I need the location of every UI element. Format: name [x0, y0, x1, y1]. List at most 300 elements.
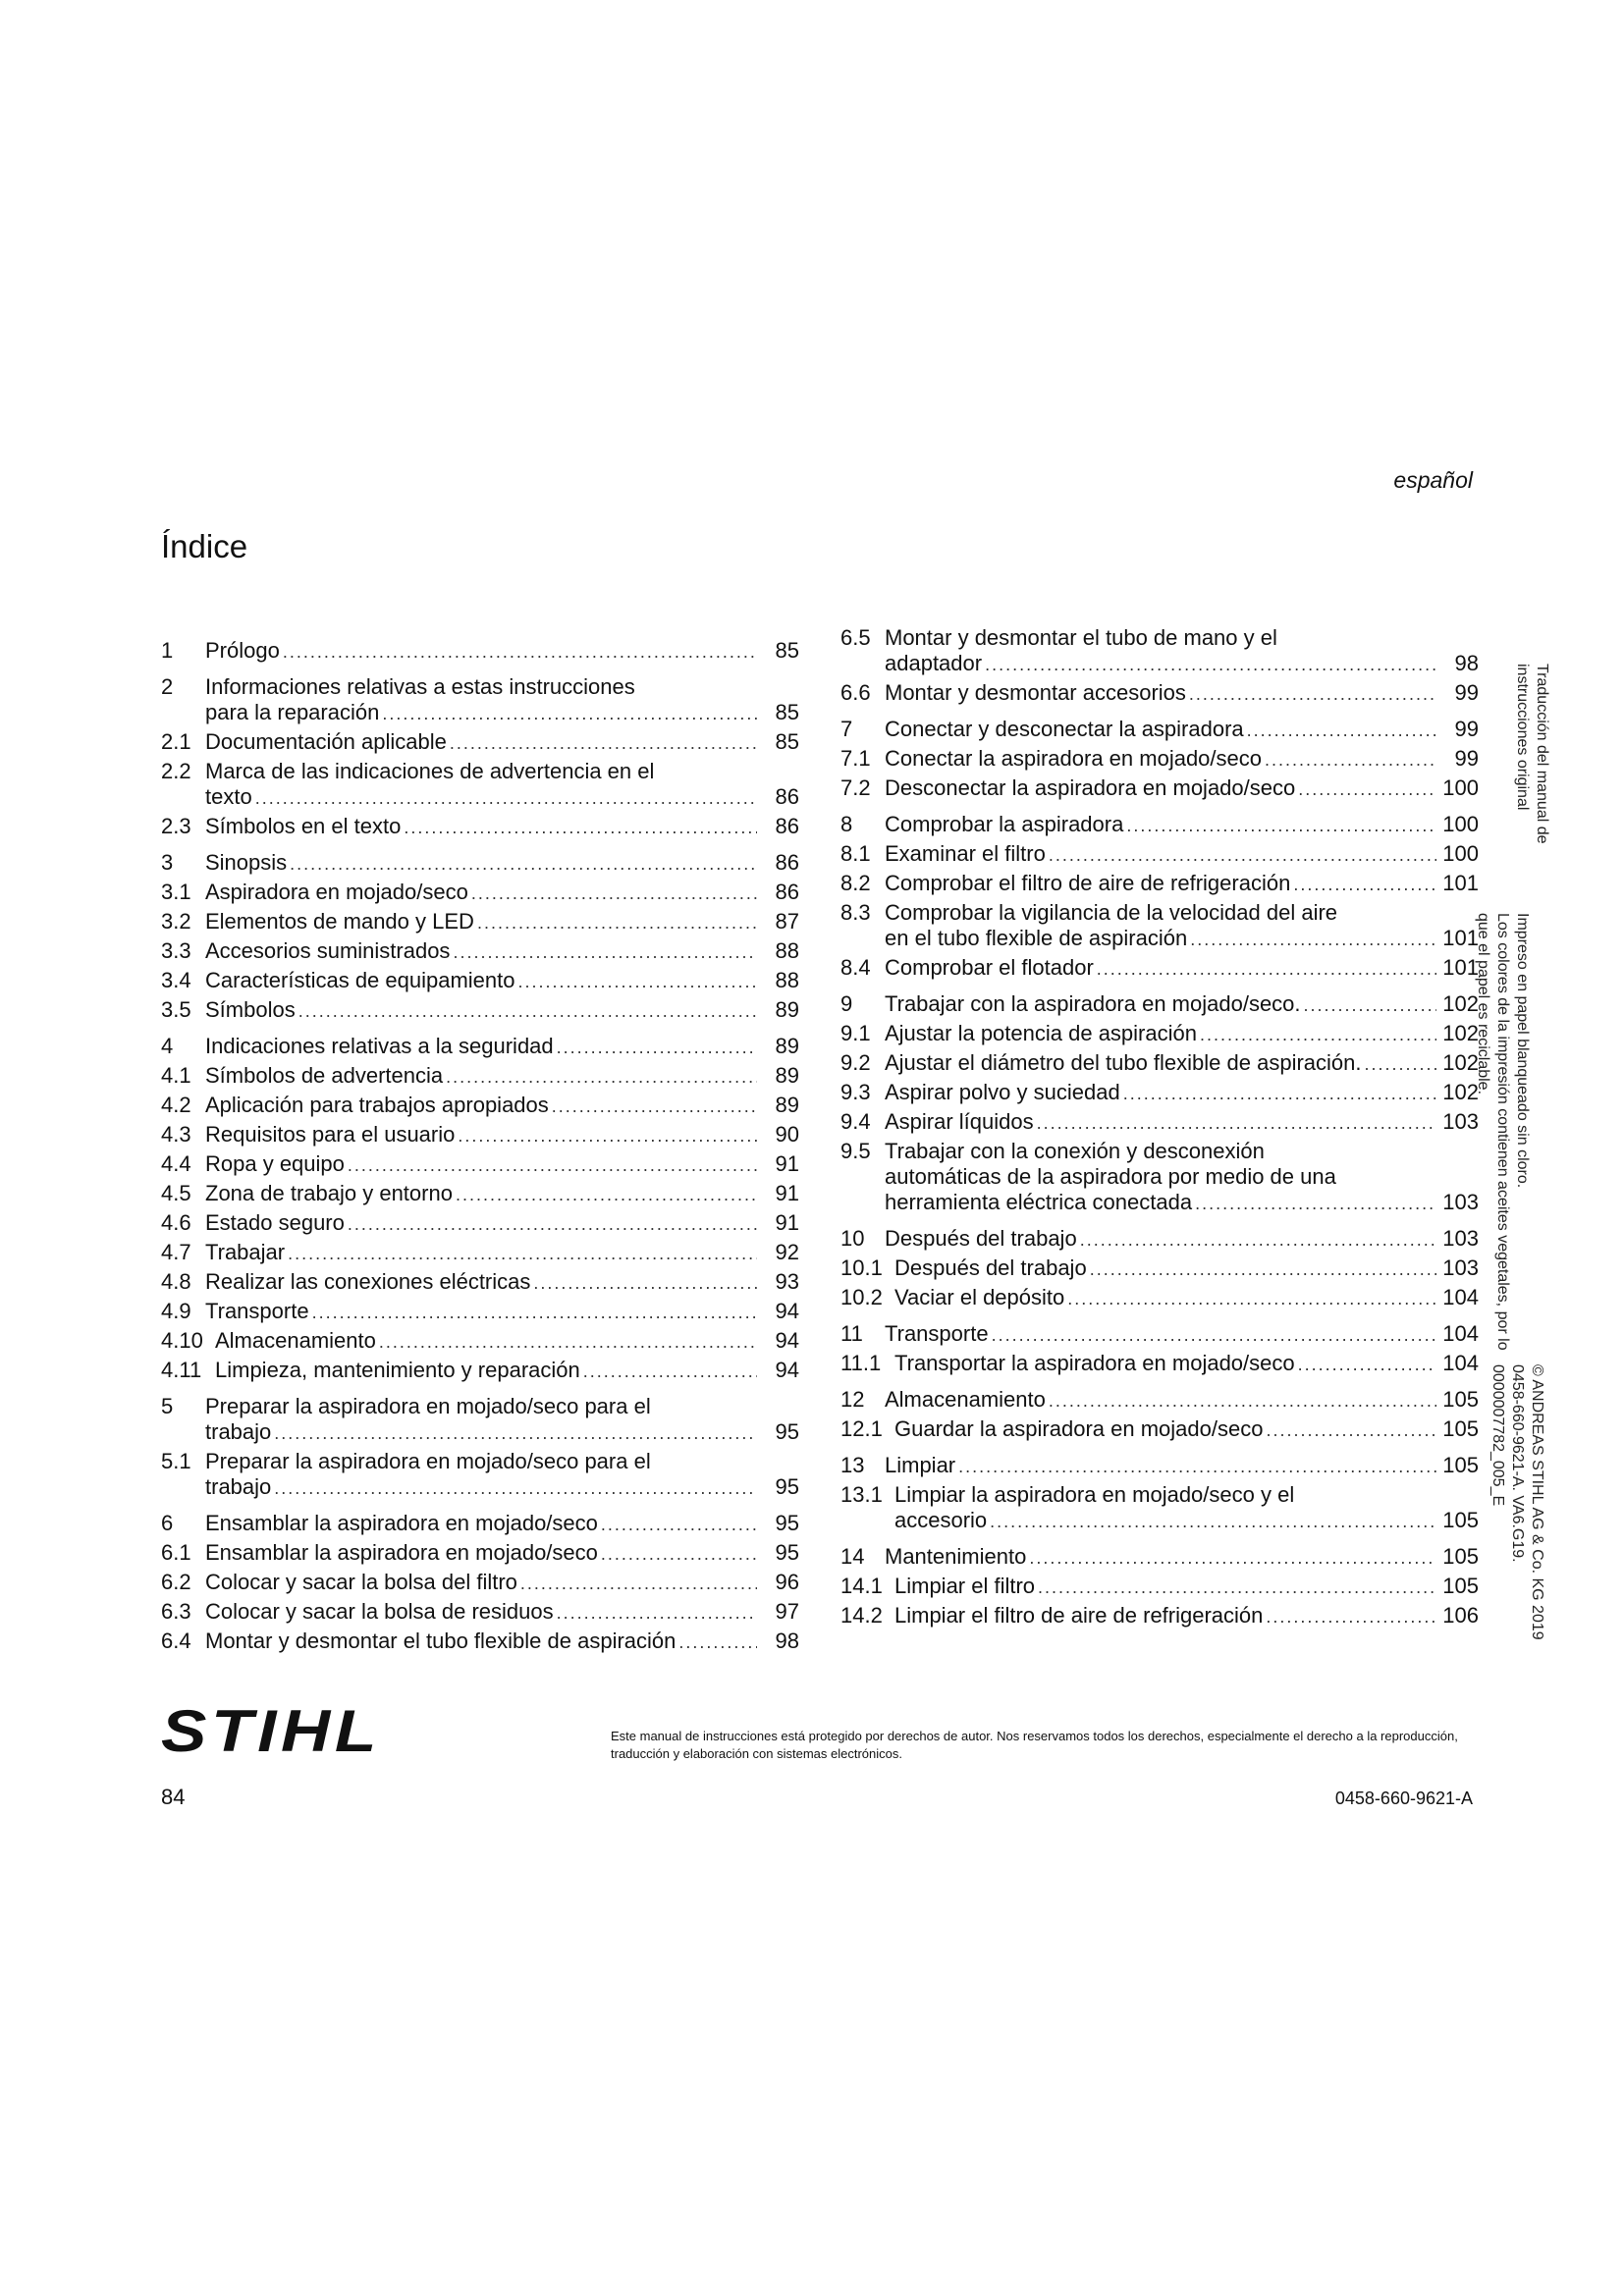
toc-chapter [840, 1544, 1479, 1571]
toc-page: 88 [775, 968, 799, 992]
toc-title: Preparar la aspiradora en mojado/seco para el [205, 1394, 651, 1418]
toc-chapter [840, 991, 1479, 1018]
dot-leader [1049, 1388, 1436, 1414]
dot-leader [1265, 747, 1436, 773]
toc-title: Desconectar la aspiradora en mojado/seco [885, 775, 1296, 800]
toc-title: Preparar la aspiradora en mojado/seco para el [205, 1449, 651, 1473]
toc-entry [161, 1299, 799, 1325]
dot-leader [379, 1329, 757, 1355]
dot-leader [990, 1509, 1436, 1534]
dot-leader [290, 851, 757, 877]
toc-number: 12.1 [840, 1416, 883, 1441]
toc-page: 90 [775, 1122, 799, 1147]
toc-number: 4.6 [161, 1210, 191, 1235]
toc-number: 8.2 [840, 871, 871, 895]
toc-title: Comprobar la aspiradora [885, 812, 1124, 836]
toc-title: Ensamblar la aspiradora en mojado/seco [205, 1540, 598, 1565]
translation-note [1512, 664, 1551, 844]
dot-leader [557, 1035, 757, 1060]
dot-leader [1067, 1286, 1436, 1311]
toc-entry [161, 909, 799, 935]
toc-page: 106 [1442, 1603, 1479, 1628]
toc-entry [161, 1210, 799, 1237]
stihl-logo [161, 1706, 383, 1757]
toc-chapter [840, 1321, 1479, 1348]
toc-number: 10.1 [840, 1255, 883, 1280]
toc-entry [161, 729, 799, 756]
toc-entry [840, 871, 1479, 897]
toc-entry [840, 1603, 1479, 1629]
toc-entry [840, 1109, 1479, 1136]
toc-number: 9.1 [840, 1021, 871, 1045]
toc-title: Montar y desmontar el tubo flexible de aspiración [205, 1629, 677, 1653]
dot-leader [1293, 872, 1436, 897]
toc-chapter [161, 1394, 799, 1446]
toc-title: trabajo [205, 1474, 272, 1499]
toc-number: 11 [840, 1321, 863, 1346]
toc-chapter [161, 850, 799, 877]
toc-page: 86 [775, 814, 799, 838]
toc-page: 100 [1442, 812, 1479, 836]
dot-leader [450, 730, 757, 756]
toc-entry [840, 1574, 1479, 1600]
toc-chapter [840, 1387, 1479, 1414]
toc-page: 100 [1442, 775, 1479, 800]
language-label: español [1393, 467, 1473, 493]
toc-title: Examinar el filtro [885, 841, 1046, 866]
dot-leader [1049, 842, 1436, 868]
dot-leader [520, 1571, 757, 1596]
toc-number: 4.9 [161, 1299, 191, 1323]
copyright-notice: Este manual de instrucciones está protegido por derechos de autor. Nos reservamos todos los derechos, especialmente el derecho a la reproducción, traducción y elaboración con sistemas electrónicos. [611, 1729, 1458, 1761]
toc-chapter [161, 1511, 799, 1537]
toc-title: Después del trabajo [894, 1255, 1087, 1280]
dot-leader [552, 1094, 757, 1119]
toc-title: Almacenamiento [885, 1387, 1046, 1412]
toc-page: 96 [775, 1570, 799, 1594]
toc-number: 4.2 [161, 1093, 191, 1117]
toc-title: Transporte [885, 1321, 989, 1346]
toc-entry [161, 997, 799, 1024]
toc-title: en el tubo flexible de aspiración [885, 926, 1188, 950]
legal-note-line: 0000007782_005_E [1489, 1364, 1506, 1507]
toc-title: Aspirar polvo y suciedad [885, 1080, 1120, 1104]
toc-page: 103 [1442, 1190, 1479, 1214]
paper-note-line: que el papel es reciclable. [1475, 913, 1491, 1095]
toc-title: Requisitos para el usuario [205, 1122, 456, 1147]
toc-entry [161, 1599, 799, 1626]
toc-title: Símbolos [205, 997, 296, 1022]
toc-title: para la reparación [205, 700, 380, 724]
toc-number: 3 [161, 850, 174, 875]
dot-leader [456, 1182, 757, 1207]
toc-entry [840, 900, 1479, 952]
toc-page: 85 [775, 700, 799, 724]
toc-page: 105 [1442, 1508, 1479, 1532]
dot-leader [1304, 992, 1436, 1018]
toc-page: 99 [1454, 680, 1479, 705]
toc-page: 91 [775, 1181, 799, 1205]
toc-title: Aspirar líquidos [885, 1109, 1034, 1134]
toc-number: 14.2 [840, 1603, 883, 1628]
legal-note [1488, 1364, 1546, 1640]
toc-title: Mantenimiento [885, 1544, 1027, 1569]
toc-page: 98 [1454, 651, 1479, 675]
dot-leader [382, 701, 757, 726]
toc-page: 91 [775, 1151, 799, 1176]
toc-entry [161, 1151, 799, 1178]
toc-number: 2.2 [161, 759, 191, 783]
dot-leader [992, 1322, 1436, 1348]
toc-number: 4.8 [161, 1269, 191, 1294]
dot-leader [471, 881, 757, 906]
toc-entry [840, 1080, 1479, 1106]
dot-leader [446, 1064, 757, 1090]
translation-note-line: instrucciones original [1514, 664, 1531, 811]
toc-title: Colocar y sacar la bolsa de residuos [205, 1599, 554, 1624]
dot-leader [985, 652, 1436, 677]
toc-page: 94 [775, 1328, 799, 1353]
toc-title: Montar y desmontar el tubo de mano y el [885, 625, 1277, 650]
toc-entry [840, 1482, 1479, 1534]
dot-leader [1195, 1191, 1436, 1216]
toc-entry [840, 775, 1479, 802]
toc-number: 9.3 [840, 1080, 871, 1104]
toc-title: Limpiar el filtro de aire de refrigeración [894, 1603, 1264, 1628]
dot-leader [1365, 1051, 1437, 1077]
paper-note-line: Impreso en papel blanqueado sin cloro. [1514, 913, 1531, 1189]
toc-number: 9 [840, 991, 853, 1016]
dot-leader [255, 785, 757, 811]
toc-number: 4.11 [161, 1358, 202, 1382]
toc-chapter [840, 812, 1479, 838]
toc-entry [161, 1328, 799, 1355]
toc-number: 7.2 [840, 775, 871, 800]
toc-page: 95 [775, 1511, 799, 1535]
toc-chapter [840, 1226, 1479, 1253]
toc-page: 105 [1442, 1574, 1479, 1598]
toc-entry [840, 1050, 1479, 1077]
toc-page: 93 [775, 1269, 799, 1294]
dot-leader [601, 1512, 757, 1537]
toc-page: 86 [775, 880, 799, 904]
toc-page: 104 [1442, 1285, 1479, 1309]
toc-number: 9.2 [840, 1050, 871, 1075]
toc-title: Prólogo [205, 638, 280, 663]
toc-title: Comprobar el filtro de aire de refrigeración [885, 871, 1291, 895]
toc-title: Trabajar [205, 1240, 286, 1264]
toc-title: Indicaciones relativas a la seguridad [205, 1034, 554, 1058]
toc-title: Aplicación para trabajos apropiados [205, 1093, 549, 1117]
dot-leader [404, 815, 757, 840]
toc-page: 105 [1442, 1544, 1479, 1569]
toc-title: Guardar la aspiradora en mojado/seco [894, 1416, 1264, 1441]
toc-number: 8.1 [840, 841, 871, 866]
toc-entry [840, 1416, 1479, 1443]
toc-number: 7.1 [840, 746, 871, 771]
toc-title: Ensamblar la aspiradora en mojado/seco [205, 1511, 598, 1535]
toc-entry [161, 1240, 799, 1266]
toc-title: Conectar y desconectar la aspiradora [885, 717, 1244, 741]
dot-leader [557, 1600, 757, 1626]
toc-entry [840, 1021, 1479, 1047]
toc-number: 10 [840, 1226, 865, 1251]
toc-page: 101 [1442, 955, 1479, 980]
toc-page: 101 [1442, 926, 1479, 950]
toc-number: 2.1 [161, 729, 191, 754]
toc-entry [161, 938, 799, 965]
toc-entry [161, 1629, 799, 1655]
toc-title: Conectar la aspiradora en mojado/seco [885, 746, 1263, 771]
toc-title: Montar y desmontar accesorios [885, 680, 1186, 705]
dot-leader [1097, 956, 1436, 982]
toc-entry [161, 1269, 799, 1296]
toc-number: 6 [161, 1511, 174, 1535]
toc-number: 4 [161, 1034, 174, 1058]
toc-chapter [840, 717, 1479, 743]
toc-page: 102 [1442, 1050, 1479, 1075]
toc-number: 1 [161, 638, 174, 663]
toc-page: 105 [1442, 1453, 1479, 1477]
toc-page: 99 [1454, 746, 1479, 771]
toc-title: Limpiar [885, 1453, 956, 1477]
toc-page: 85 [775, 729, 799, 754]
toc-entry [161, 1449, 799, 1501]
dot-leader [348, 1211, 757, 1237]
dot-leader [533, 1270, 757, 1296]
toc-title: Documentación aplicable [205, 729, 447, 754]
toc-number: 14 [840, 1544, 865, 1569]
toc-title: Transportar la aspiradora en mojado/seco [894, 1351, 1295, 1375]
toc-page: 89 [775, 997, 799, 1022]
toc-page: 95 [775, 1419, 799, 1444]
toc-entry [840, 1139, 1479, 1216]
toc-title: Después del trabajo [885, 1226, 1077, 1251]
toc-page: 89 [775, 1034, 799, 1058]
toc-entry [840, 955, 1479, 982]
dot-leader [1123, 1081, 1436, 1106]
toc-left-column [161, 638, 799, 1658]
toc-number: 6.5 [840, 625, 871, 650]
dot-leader [1090, 1256, 1436, 1282]
toc-title: herramienta eléctrica conectada [885, 1190, 1193, 1214]
toc-title: Zona de trabajo y entorno [205, 1181, 453, 1205]
toc-entry [840, 1285, 1479, 1311]
toc-entry [161, 1181, 799, 1207]
toc-number: 5.1 [161, 1449, 191, 1473]
dot-leader [1190, 927, 1436, 952]
toc-number: 13.1 [840, 1482, 883, 1507]
toc-page: 95 [775, 1474, 799, 1499]
dot-leader [1126, 813, 1436, 838]
toc-page: 102 [1442, 1021, 1479, 1045]
toc-number: 4.7 [161, 1240, 191, 1264]
toc-number: 8.3 [840, 900, 871, 925]
toc-entry [161, 1358, 799, 1384]
toc-number: 5 [161, 1394, 174, 1418]
translation-note-line: Traducción del manual de [1534, 664, 1550, 844]
toc-number: 3.5 [161, 997, 191, 1022]
toc-page: 103 [1442, 1226, 1479, 1251]
toc-title: Aspiradora en mojado/seco [205, 880, 468, 904]
dot-leader [283, 639, 757, 665]
page-title: Índice [161, 528, 248, 564]
toc-number: 12 [840, 1387, 865, 1412]
toc-page: 105 [1442, 1416, 1479, 1441]
toc-entry [840, 680, 1479, 707]
toc-page: 98 [775, 1629, 799, 1653]
toc-number: 6.1 [161, 1540, 191, 1565]
toc-title: trabajo [205, 1419, 272, 1444]
dot-leader [583, 1359, 757, 1384]
toc-title: Comprobar el flotador [885, 955, 1094, 980]
toc-title: automáticas de la aspiradora por medio de una [885, 1164, 1336, 1189]
toc-title: Informaciones relativas a estas instrucciones [205, 674, 635, 699]
legal-note-line: 0458-660-9621-A. VA6.G19. [1509, 1364, 1526, 1563]
document-number: 0458-660-9621-A [1334, 1789, 1473, 1808]
toc-title: Limpiar la aspiradora en mojado/seco y el [894, 1482, 1295, 1507]
paper-note-line: Los colores de la impresión contienen aceites vegetales, por lo [1494, 913, 1511, 1351]
toc-entry [840, 625, 1479, 677]
toc-number: 7 [840, 717, 853, 741]
dot-leader [453, 939, 757, 965]
toc-number: 2.3 [161, 814, 191, 838]
toc-number: 9.4 [840, 1109, 871, 1134]
toc-page: 89 [775, 1093, 799, 1117]
toc-page: 102 [1442, 1080, 1479, 1104]
dot-leader [1266, 1604, 1436, 1629]
toc-number: 2 [161, 674, 174, 699]
toc-page: 102 [1442, 991, 1479, 1016]
toc-entry [161, 814, 799, 840]
toc-page: 94 [775, 1299, 799, 1323]
toc-entry [161, 1063, 799, 1090]
dot-leader [1038, 1575, 1436, 1600]
dot-leader [1029, 1545, 1436, 1571]
toc-title: Trabajar con la aspiradora en mojado/seco. [885, 991, 1301, 1016]
toc-number: 4.1 [161, 1063, 191, 1088]
toc-number: 14.1 [840, 1574, 883, 1598]
dot-leader [1266, 1417, 1436, 1443]
dot-leader [477, 910, 757, 935]
toc-entry [161, 1093, 799, 1119]
toc-entry [840, 1255, 1479, 1282]
toc-entry [840, 1351, 1479, 1377]
toc-chapter [840, 1453, 1479, 1479]
toc-number: 6.6 [840, 680, 871, 705]
toc-title: accesorio [894, 1508, 988, 1532]
toc-number: 3.2 [161, 909, 191, 934]
toc-number: 9.5 [840, 1139, 871, 1163]
toc-page: 92 [775, 1240, 799, 1264]
toc-number: 4.4 [161, 1151, 191, 1176]
stihl-logo-text: STIHL [161, 1706, 381, 1757]
toc-number: 3.4 [161, 968, 191, 992]
toc-page: 100 [1442, 841, 1479, 866]
toc-number: 8 [840, 812, 853, 836]
toc-entry [161, 968, 799, 994]
toc-page: 105 [1442, 1387, 1479, 1412]
toc-title: texto [205, 784, 252, 809]
toc-title: Sinopsis [205, 850, 288, 875]
paper-note [1473, 913, 1532, 1351]
toc-page: 97 [775, 1599, 799, 1624]
toc-number: 6.4 [161, 1629, 191, 1653]
toc-title: Comprobar la vigilancia de la velocidad del aire [885, 900, 1338, 925]
toc-title: Trabajar con la conexión y desconexión [885, 1139, 1265, 1163]
toc-number: 4.5 [161, 1181, 191, 1205]
dot-leader [958, 1454, 1436, 1479]
toc-title: Limpiar el filtro [894, 1574, 1036, 1598]
toc-entry [840, 746, 1479, 773]
dot-leader [274, 1420, 757, 1446]
toc-page: 86 [775, 784, 799, 809]
toc-page: 104 [1442, 1351, 1479, 1375]
toc-title: Transporte [205, 1299, 309, 1323]
toc-chapter [161, 638, 799, 665]
dot-leader [274, 1475, 757, 1501]
toc-title: Símbolos en el texto [205, 814, 402, 838]
toc-page: 88 [775, 938, 799, 963]
toc-page: 85 [775, 638, 799, 663]
toc-page: 91 [775, 1210, 799, 1235]
dot-leader [601, 1541, 757, 1567]
toc-title: Limpieza, mantenimiento y reparación [215, 1358, 580, 1382]
toc-number: 3.1 [161, 880, 191, 904]
toc-page: 95 [775, 1540, 799, 1565]
toc-chapter [161, 1034, 799, 1060]
toc-page: 86 [775, 850, 799, 875]
toc-page: 89 [775, 1063, 799, 1088]
toc-entry [161, 880, 799, 906]
toc-title: Vaciar el depósito [894, 1285, 1065, 1309]
page-number: 84 [161, 1785, 186, 1809]
dot-leader [298, 998, 757, 1024]
toc-title: Marca de las indicaciones de advertencia en el [205, 759, 655, 783]
toc-entry [161, 1570, 799, 1596]
toc-title: Realizar las conexiones eléctricas [205, 1269, 531, 1294]
toc-page: 103 [1442, 1109, 1479, 1134]
toc-title: Estado seguro [205, 1210, 345, 1235]
dot-leader [1298, 776, 1436, 802]
dot-leader [288, 1241, 757, 1266]
toc-page: 87 [775, 909, 799, 934]
toc-title: Colocar y sacar la bolsa del filtro [205, 1570, 517, 1594]
toc-title: Accesorios suministrados [205, 938, 451, 963]
toc-title: Ajustar el diámetro del tubo flexible de aspiración. [885, 1050, 1362, 1075]
toc-title: Elementos de mando y LED [205, 909, 474, 934]
toc-entry [840, 841, 1479, 868]
toc-page: 94 [775, 1358, 799, 1382]
toc-number: 8.4 [840, 955, 871, 980]
toc-chapter [161, 674, 799, 726]
toc-number: 11.1 [840, 1351, 882, 1375]
toc-number: 3.3 [161, 938, 191, 963]
toc-page: 103 [1442, 1255, 1479, 1280]
dot-leader [518, 969, 758, 994]
toc-title: Símbolos de advertencia [205, 1063, 444, 1088]
toc-entry [161, 1540, 799, 1567]
dot-leader [678, 1629, 757, 1655]
dot-leader [1037, 1110, 1436, 1136]
toc-number: 4.3 [161, 1122, 191, 1147]
toc-title: Almacenamiento [215, 1328, 376, 1353]
dot-leader [458, 1123, 757, 1148]
toc-number: 6.2 [161, 1570, 191, 1594]
toc-page: 101 [1442, 871, 1479, 895]
dot-leader [1247, 718, 1436, 743]
toc-title: adaptador [885, 651, 983, 675]
